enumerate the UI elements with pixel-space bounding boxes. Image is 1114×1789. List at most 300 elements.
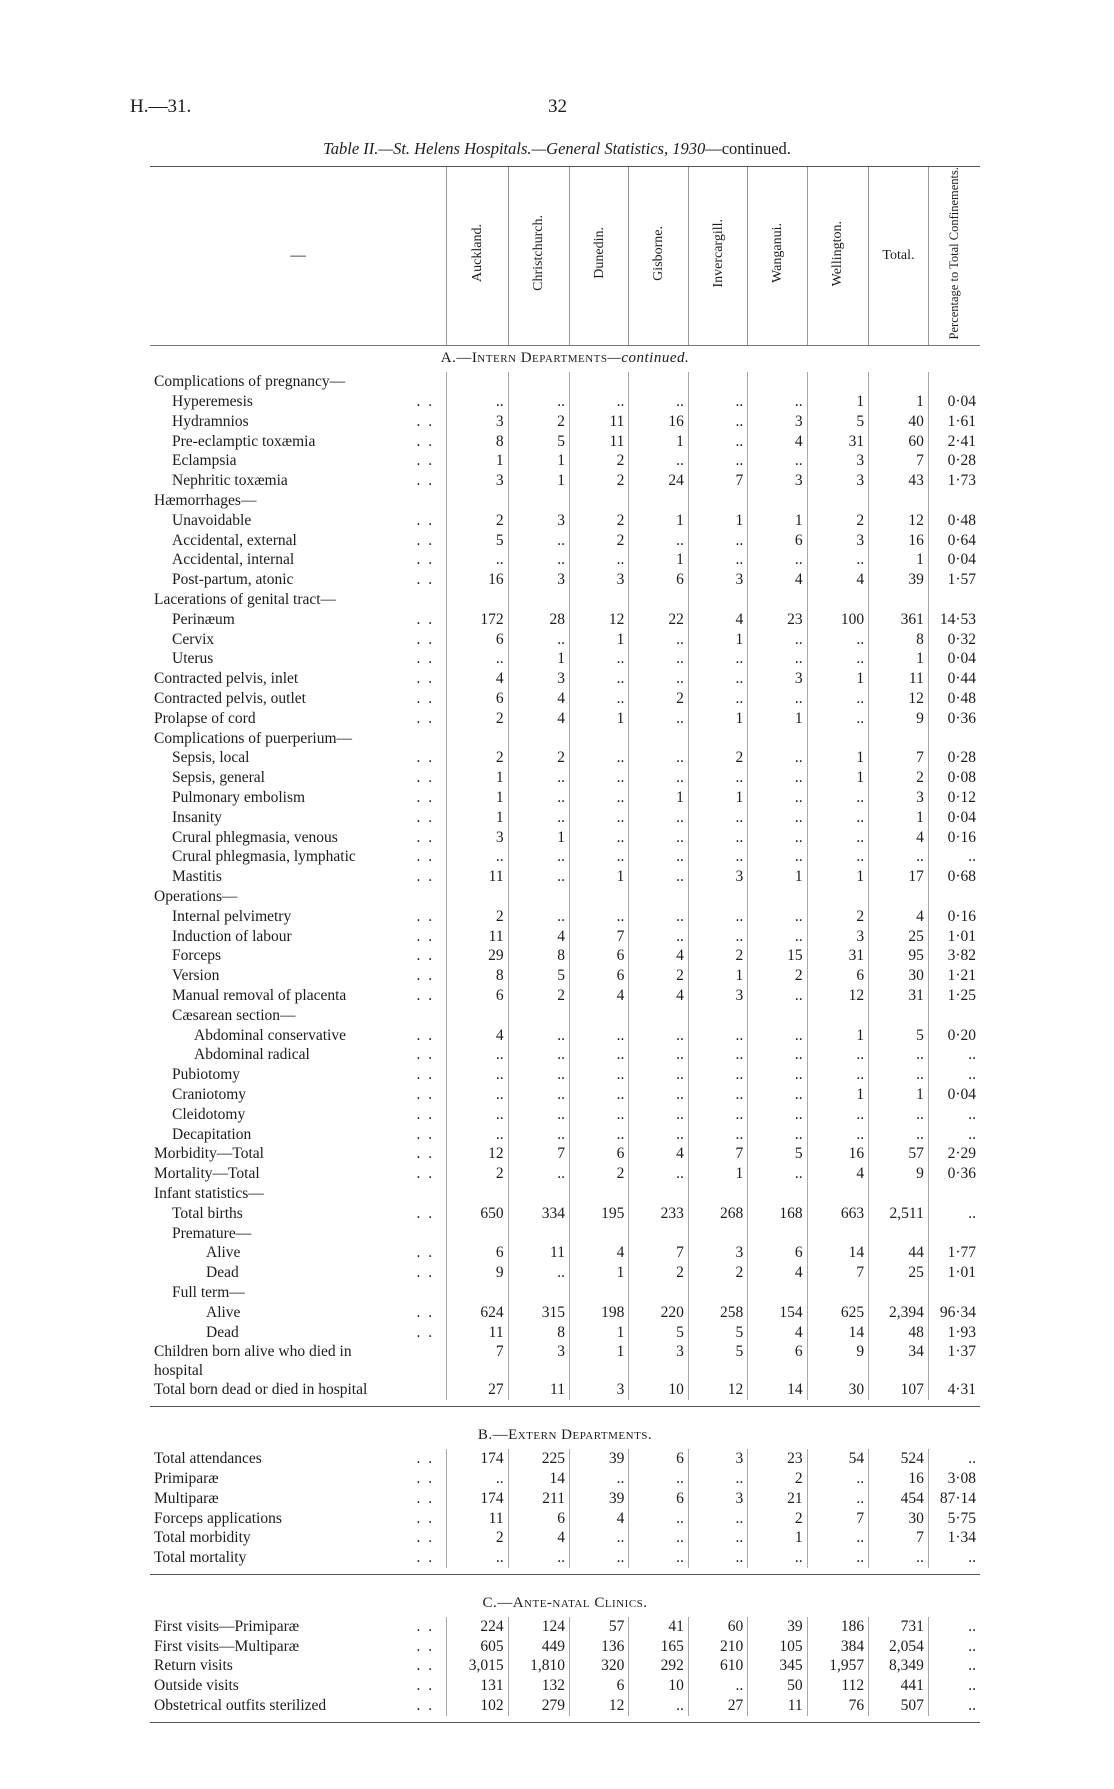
row-label-cell [150, 1263, 447, 1283]
table-row [150, 907, 980, 927]
value-cell: 2·41 [928, 432, 980, 452]
value-cell: 2 [807, 511, 868, 531]
value-cell [688, 729, 747, 749]
value-cell [629, 1224, 688, 1244]
leader-dots: . . [416, 1244, 435, 1262]
table-row [150, 986, 980, 1006]
value-cell: 1·01 [928, 927, 980, 947]
value-cell: .. [688, 1528, 747, 1548]
value-cell: 4 [508, 927, 569, 947]
group-heading-row [150, 1006, 980, 1026]
value-cell: 1 [629, 788, 688, 808]
value-cell: 11 [447, 927, 508, 947]
value-cell: .. [508, 550, 569, 570]
row-label: Return visits [154, 1657, 233, 1675]
value-cell: 11 [748, 1696, 807, 1716]
value-cell: 2 [447, 511, 508, 531]
row-label: Uterus [172, 650, 214, 668]
row-label-cell [150, 1065, 447, 1085]
value-cell: 1 [807, 1085, 868, 1105]
value-cell: .. [569, 550, 628, 570]
value-cell: .. [508, 630, 569, 650]
value-cell: 4 [807, 1164, 868, 1184]
value-cell: 2 [447, 1528, 508, 1548]
row-label-cell [150, 412, 447, 432]
value-cell: 6 [748, 531, 807, 551]
value-cell: 3 [748, 669, 807, 689]
value-cell: 0·36 [928, 709, 980, 729]
value-cell [569, 729, 628, 749]
row-label: Induction of labour [172, 927, 292, 945]
value-cell: .. [807, 1548, 868, 1568]
value-cell: 361 [869, 610, 929, 630]
row-label-cell [150, 1184, 447, 1204]
value-cell: 54 [807, 1449, 868, 1469]
value-cell: 14·53 [928, 610, 980, 630]
value-cell: .. [508, 1263, 569, 1283]
value-cell: 1 [569, 1323, 628, 1343]
value-cell [629, 1006, 688, 1026]
value-cell: 345 [748, 1656, 807, 1676]
value-cell: 5 [508, 432, 569, 452]
value-cell [748, 590, 807, 610]
value-cell [928, 372, 980, 392]
value-cell: 1 [447, 451, 508, 471]
value-cell [447, 1184, 508, 1204]
value-cell: 11 [447, 867, 508, 887]
value-cell: .. [508, 1026, 569, 1046]
table-row [150, 1509, 980, 1529]
value-cell: .. [569, 788, 628, 808]
spacer [150, 1574, 980, 1591]
value-cell: 4 [569, 1243, 628, 1263]
value-cell: 3 [688, 867, 747, 887]
value-cell: 100 [807, 610, 868, 630]
value-cell: 3 [508, 570, 569, 590]
table-row [150, 432, 980, 452]
value-cell [508, 1006, 569, 1026]
value-cell: .. [629, 1548, 688, 1568]
row-label: Cæsarean section— [172, 1006, 296, 1024]
value-cell: 1 [869, 550, 929, 570]
value-cell [748, 729, 807, 749]
row-label: Contracted pelvis, inlet [154, 670, 299, 688]
value-cell: 8 [447, 432, 508, 452]
value-cell: 12 [569, 1696, 628, 1716]
value-cell: 31 [869, 986, 929, 1006]
value-cell: 1 [508, 828, 569, 848]
value-cell: 3 [629, 1342, 688, 1380]
value-cell: 3 [447, 828, 508, 848]
header-christchurch: Christchurch. [508, 167, 569, 346]
value-cell: 76 [807, 1696, 868, 1716]
leader-dots: . . [416, 1303, 435, 1321]
row-label-cell [150, 1449, 447, 1469]
value-cell: .. [508, 1548, 569, 1568]
value-cell: 6 [447, 1243, 508, 1263]
value-cell: 12 [869, 689, 929, 709]
leader-dots: . . [416, 1529, 435, 1547]
table-row [150, 1342, 980, 1380]
row-label-cell [150, 808, 447, 828]
value-cell: 211 [508, 1489, 569, 1509]
value-cell: 2 [508, 412, 569, 432]
value-cell: 9 [447, 1263, 508, 1283]
value-cell: .. [688, 927, 747, 947]
value-cell: .. [569, 1085, 628, 1105]
value-cell: 3 [807, 531, 868, 551]
leader-dots: . . [416, 1026, 435, 1044]
row-label: Primiparæ [154, 1469, 219, 1487]
row-label-cell [150, 1489, 447, 1509]
value-cell: 11 [447, 1509, 508, 1529]
value-cell: 14 [508, 1469, 569, 1489]
leader-dots: . . [416, 1677, 435, 1695]
value-cell: 1·77 [928, 1243, 980, 1263]
value-cell: .. [508, 531, 569, 551]
value-cell [629, 590, 688, 610]
value-cell: 624 [447, 1303, 508, 1323]
value-cell: 34 [869, 1342, 929, 1380]
value-cell: 2 [508, 986, 569, 1006]
value-cell: .. [629, 828, 688, 848]
value-cell: 315 [508, 1303, 569, 1323]
value-cell: .. [748, 847, 807, 867]
value-cell: .. [748, 392, 807, 412]
value-cell: 1 [807, 392, 868, 412]
value-cell: 4 [748, 432, 807, 452]
value-cell: 3 [508, 511, 569, 531]
value-cell [869, 1006, 929, 1026]
value-cell: 1 [447, 768, 508, 788]
row-label: Infant statistics— [154, 1184, 264, 1202]
value-cell: 4 [508, 1528, 569, 1548]
value-cell: 27 [688, 1696, 747, 1716]
row-label: Forceps applications [154, 1509, 282, 1527]
leader-dots: . . [416, 432, 435, 450]
table-row [150, 1489, 980, 1509]
value-cell: .. [688, 847, 747, 867]
row-label: Multiparæ [154, 1489, 219, 1507]
value-cell: 31 [807, 432, 868, 452]
value-cell: 6 [629, 570, 688, 590]
row-label-cell [150, 669, 447, 689]
row-label: Pubiotomy [172, 1066, 241, 1084]
value-cell: .. [569, 1026, 628, 1046]
table-row [150, 689, 980, 709]
rule [150, 1716, 980, 1723]
table-row [150, 1243, 980, 1263]
value-cell: 7 [807, 1509, 868, 1529]
value-cell: 39 [748, 1617, 807, 1637]
value-cell: 3 [688, 1489, 747, 1509]
leader-dots: . . [416, 947, 435, 965]
row-label-cell [150, 986, 447, 1006]
value-cell: .. [869, 1045, 929, 1065]
header-invercargill: Invercargill. [688, 167, 747, 346]
row-label: Total mortality [154, 1549, 247, 1567]
value-cell: 507 [869, 1696, 929, 1716]
value-cell: .. [688, 432, 747, 452]
value-cell: 10 [629, 1380, 688, 1400]
leader-dots: . . [416, 571, 435, 589]
value-cell: .. [688, 1045, 747, 1065]
value-cell: 2,511 [869, 1204, 929, 1224]
value-cell: .. [629, 392, 688, 412]
value-cell: 2 [748, 1509, 807, 1529]
value-cell: 1 [629, 432, 688, 452]
table-title-main: Table II.—St. Helens Hospitals.—General Statistics, 1930 [323, 139, 706, 158]
row-label: Full term— [172, 1283, 245, 1301]
table-row [150, 451, 980, 471]
row-label: Cervix [172, 630, 215, 648]
header-total: Total. [869, 167, 929, 346]
value-cell: .. [569, 748, 628, 768]
row-label-cell [150, 966, 447, 986]
row-label: Perinæum [172, 610, 235, 628]
value-cell: .. [748, 748, 807, 768]
value-cell: 1·21 [928, 966, 980, 986]
value-cell: 233 [629, 1204, 688, 1224]
row-label-cell [150, 847, 447, 867]
value-cell: 2 [688, 748, 747, 768]
value-cell: 1 [807, 748, 868, 768]
value-cell [447, 372, 508, 392]
value-cell: 0·36 [928, 1164, 980, 1184]
row-label: Morbidity—Total [154, 1145, 264, 1163]
value-cell: 6 [508, 1509, 569, 1529]
leader-dots: . . [416, 670, 435, 688]
value-cell: 0·28 [928, 748, 980, 768]
value-cell: .. [869, 1125, 929, 1145]
section-title [150, 346, 980, 373]
value-cell: 0·04 [928, 392, 980, 412]
leader-dots: . . [416, 1066, 435, 1084]
value-cell: .. [688, 1125, 747, 1145]
value-cell: 12 [569, 610, 628, 630]
value-cell: .. [748, 768, 807, 788]
value-cell [447, 590, 508, 610]
value-cell [869, 887, 929, 907]
value-cell [748, 1184, 807, 1204]
value-cell: 11 [869, 669, 929, 689]
value-cell: .. [569, 689, 628, 709]
section-title-text: B.—Extern Departments. [477, 1427, 653, 1444]
value-cell: 5 [508, 966, 569, 986]
value-cell: .. [928, 1105, 980, 1125]
value-cell: 454 [869, 1489, 929, 1509]
row-label: Unavoidable [172, 511, 252, 529]
value-cell: 2 [569, 1164, 628, 1184]
value-cell: 3 [807, 927, 868, 947]
leader-dots: . . [416, 1125, 435, 1143]
value-cell: 8,349 [869, 1656, 929, 1676]
value-cell: 279 [508, 1696, 569, 1716]
row-label-cell [150, 1283, 447, 1303]
row-label: Sepsis, local [172, 749, 250, 767]
leader-dots: . . [416, 610, 435, 628]
leader-dots: . . [416, 650, 435, 668]
row-label-cell [150, 392, 447, 412]
value-cell [807, 1184, 868, 1204]
value-cell: 3 [807, 451, 868, 471]
row-label: Eclampsia [172, 452, 237, 470]
table-row [150, 471, 980, 491]
value-cell: .. [748, 828, 807, 848]
value-cell: 524 [869, 1449, 929, 1469]
value-cell: .. [629, 1085, 688, 1105]
value-cell: .. [928, 1125, 980, 1145]
row-label-cell [150, 946, 447, 966]
value-cell: .. [508, 788, 569, 808]
row-label-cell [150, 649, 447, 669]
value-cell: .. [569, 1528, 628, 1548]
value-cell: .. [688, 768, 747, 788]
row-label-cell [150, 887, 447, 907]
value-cell: 2 [569, 451, 628, 471]
value-cell: 87·14 [928, 1489, 980, 1509]
value-cell: .. [447, 1085, 508, 1105]
table-row [150, 946, 980, 966]
value-cell: 605 [447, 1637, 508, 1657]
value-cell: .. [807, 808, 868, 828]
row-label: Children born alive who died in [154, 1343, 352, 1361]
row-label-cell [150, 748, 447, 768]
value-cell: 2,394 [869, 1303, 929, 1323]
value-cell: .. [629, 1696, 688, 1716]
row-label: Total births [172, 1204, 243, 1222]
value-cell: 3 [569, 570, 628, 590]
value-cell: 102 [447, 1696, 508, 1716]
value-cell: 23 [748, 1449, 807, 1469]
row-label: Cleidotomy [172, 1105, 246, 1123]
value-cell: 2 [447, 907, 508, 927]
value-cell: .. [447, 1065, 508, 1085]
value-cell: .. [629, 927, 688, 947]
value-cell: 1 [629, 511, 688, 531]
value-cell [629, 491, 688, 511]
leader-dots: . . [416, 967, 435, 985]
value-cell: 3 [569, 1380, 628, 1400]
row-label: Pulmonary embolism [172, 789, 306, 806]
value-cell [748, 372, 807, 392]
row-label-cell [150, 1509, 447, 1529]
row-label-cell [150, 1224, 447, 1244]
leader-dots: . . [416, 531, 435, 549]
value-cell: 4 [869, 828, 929, 848]
value-cell: .. [629, 1026, 688, 1046]
table-body [150, 346, 980, 1723]
row-label-cell [150, 1006, 447, 1026]
row-label: Internal pelvimetry [172, 907, 292, 925]
value-cell: .. [748, 907, 807, 927]
row-label: Abdominal conservative [194, 1026, 346, 1044]
table-row [150, 1617, 980, 1637]
section-title-text: C.—Ante-natal Clinics. [482, 1594, 648, 1611]
value-cell: 2 [629, 966, 688, 986]
value-cell: .. [447, 1125, 508, 1145]
value-cell: 6 [629, 1449, 688, 1469]
table-row [150, 630, 980, 650]
value-cell: 1 [688, 788, 747, 808]
value-cell [869, 372, 929, 392]
value-cell [928, 887, 980, 907]
row-label: Dead [206, 1264, 239, 1282]
value-cell: 0·32 [928, 630, 980, 650]
table-row [150, 570, 980, 590]
table-row [150, 808, 980, 828]
value-cell [569, 372, 628, 392]
value-cell: .. [807, 1105, 868, 1125]
value-cell [807, 887, 868, 907]
section-heading-row [150, 1591, 980, 1617]
value-cell: .. [629, 808, 688, 828]
value-cell: 12 [807, 986, 868, 1006]
value-cell: 258 [688, 1303, 747, 1323]
value-cell: .. [807, 1045, 868, 1065]
value-cell: 1·73 [928, 471, 980, 491]
table-row [150, 1548, 980, 1568]
value-cell: 4 [447, 669, 508, 689]
value-cell: 3 [688, 570, 747, 590]
value-cell: .. [508, 907, 569, 927]
value-cell: .. [688, 550, 747, 570]
value-cell: .. [508, 768, 569, 788]
value-cell: 174 [447, 1449, 508, 1469]
row-label: Total attendances [154, 1450, 262, 1468]
value-cell: 11 [447, 1323, 508, 1343]
value-cell: 3 [508, 1342, 569, 1380]
value-cell: .. [807, 788, 868, 808]
value-cell: .. [869, 1065, 929, 1085]
value-cell: .. [569, 768, 628, 788]
value-cell: 7 [569, 927, 628, 947]
value-cell [447, 887, 508, 907]
value-cell: .. [447, 1469, 508, 1489]
table-row [150, 1065, 980, 1085]
value-cell: .. [748, 451, 807, 471]
value-cell: 28 [508, 610, 569, 630]
row-label-cell [150, 1342, 447, 1380]
value-cell: 3·08 [928, 1469, 980, 1489]
leader-dots: . . [416, 927, 435, 945]
leader-dots: . . [416, 1489, 435, 1507]
value-cell: .. [688, 1085, 747, 1105]
value-cell: 2 [629, 689, 688, 709]
value-cell: .. [748, 986, 807, 1006]
value-cell: 27 [447, 1380, 508, 1400]
value-cell [748, 887, 807, 907]
value-cell: 12 [688, 1380, 747, 1400]
value-cell: .. [688, 907, 747, 927]
value-cell: 1 [629, 550, 688, 570]
value-cell [869, 491, 929, 511]
value-cell [508, 729, 569, 749]
value-cell: 0·64 [928, 531, 980, 551]
value-cell: 198 [569, 1303, 628, 1323]
value-cell [688, 1283, 747, 1303]
value-cell: .. [807, 1528, 868, 1548]
value-cell: 224 [447, 1617, 508, 1637]
row-label: Outside visits [154, 1677, 239, 1695]
leader-dots: . . [416, 1509, 435, 1527]
value-cell: 6 [569, 1144, 628, 1164]
row-label: Premature— [172, 1224, 252, 1242]
leader-dots: . . [416, 986, 435, 1004]
row-label: Abdominal radical [194, 1046, 310, 1064]
value-cell: 650 [447, 1204, 508, 1224]
value-cell: 1 [569, 1342, 628, 1380]
